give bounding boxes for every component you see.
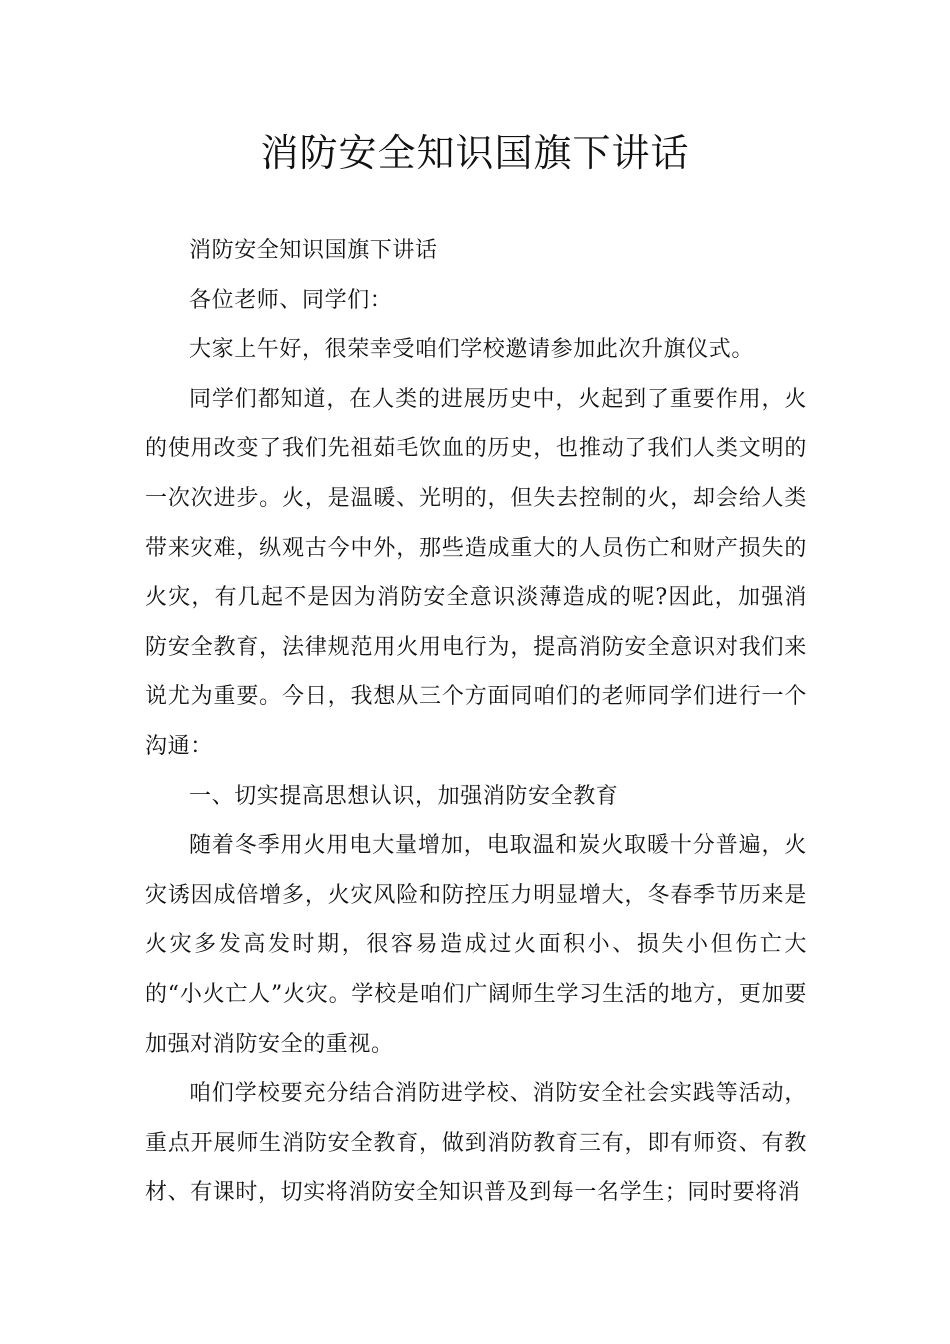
paragraph-introduction: 同学们都知道，在人类的进展历史中，火起到了重要作用，火的使用改变了我们先祖茹毛饮血的历史，也推动了我们人类文明的一次次进步。火，是温暖、光明的，但失去控制的火，却会给人类带来灾难，纵观古今中外，那些造成重大的人员伤亡和财产损失的火灾，有几起不是因为消防安全意识淡薄造成的呢?因此，加强消防安全教育，法律规范用火用电行为，提高消防安全意识对我们来说尤为重要。今日，我想从三个方面同咱们的老师同学们进行一个沟通： <box>145 386 807 759</box>
paragraph-salutation: 各位老师、同学们： <box>189 287 393 313</box>
paragraph-section-1-a: 随着冬季用火用电大量增加，电取温和炭火取暖十分普遍，火灾诱因成倍增多，火灾风险和防控压力明显增大，冬春季节历来是火灾多发高发时期，很容易造成过火面积小、损失小但伤亡大的“小火亡人”火灾。学校是咱们广阔师生学习生活的地方，更加要加强对消防安全的重视。 <box>145 833 807 1057</box>
paragraph-section-1-b: 咱们学校要充分结合消防进学校、消防安全社会实践等活动，重点开展师生消防安全教育，做到消防教育三有，即有师资、有教材、有课时，切实将消防安全知识普及到每一名学生；同时要将消 <box>145 1081 807 1206</box>
document-title: 消防安全知识国旗下讲话 <box>260 131 690 175</box>
paragraph-subtitle: 消防安全知识国旗下讲话 <box>189 238 438 263</box>
section-heading-1: 一、切实提高思想认识，加强消防安全教育 <box>189 783 619 809</box>
paragraph-greeting: 大家上午好，很荣幸受咱们学校邀请参加此次升旗仪式。 <box>189 337 755 363</box>
document-body <box>145 226 807 1218</box>
